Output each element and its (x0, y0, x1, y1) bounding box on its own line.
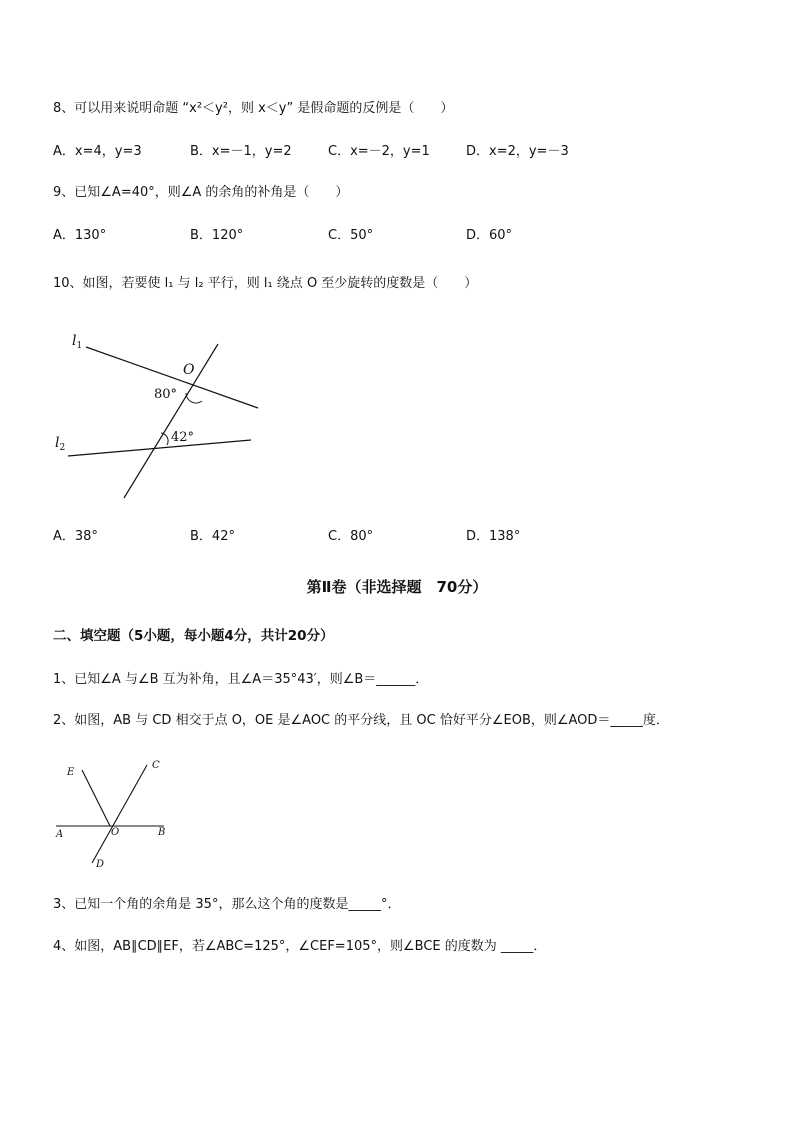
line-cd (92, 765, 147, 863)
q8-option-b: B．x=－1，y=2 (190, 144, 292, 159)
q9-option-c: C．50° (328, 228, 374, 243)
angle-arc-80 (186, 393, 202, 403)
fill-q3: 3、已知一个角的余角是 35°，那么这个角的度数是_____°． (53, 897, 401, 912)
ray-oe (82, 770, 110, 826)
line-l2 (68, 440, 251, 456)
fill-q4: 4、如图，AB∥CD∥EF，若∠ABC=125°，∠CEF=105°，则∠BCE 的度数为 _____． (53, 939, 547, 954)
q10-option-b: B．42° (190, 529, 235, 544)
q2-figure (52, 755, 172, 870)
label-o: O (111, 827, 120, 838)
q8-stem: 8、可以用来说明命题 “x²＜y²，则 x＜y” 是假命题的反例是（ ） (53, 101, 454, 116)
label-d: D (96, 859, 105, 870)
q8-option-a: A．x=4，y=3 (53, 144, 142, 159)
q9-stem: 9、已知∠A=40°，则∠A 的余角的补角是（ ） (53, 185, 349, 200)
label-angle-80: 80° (154, 387, 178, 402)
q10-options (53, 528, 753, 546)
label-l2: $l_2$ (55, 435, 66, 453)
q9-option-a: A．130° (53, 228, 107, 243)
q8-option-c: C．x=－2，y=1 (328, 144, 430, 159)
label-b: B (158, 827, 166, 838)
label-angle-42: 42° (171, 430, 195, 445)
q9-option-d: D．60° (466, 228, 513, 243)
label-c: C (152, 760, 160, 771)
label-point-o: O (183, 362, 195, 378)
transversal-line (124, 344, 218, 498)
q8-option-d: D．x=2，y=－3 (466, 144, 569, 159)
section2-heading: 二、填空题（5小题，每小题4分，共计20分） (53, 628, 334, 644)
label-a: A (56, 829, 64, 840)
q10-option-a: A．38° (53, 529, 98, 544)
q9-option-b: B．120° (190, 228, 244, 243)
part2-title: 第Ⅱ卷（非选择题 70分） (306, 578, 488, 596)
label-e: E (67, 767, 75, 778)
q10-stem: 10、如图，若要使 l₁ 与 l₂ 平行，则 l₁ 绕点 O 至少旋转的度数是（ ） (53, 276, 478, 291)
q10-option-d: D．138° (466, 529, 521, 544)
fill-q1: 1、已知∠A 与∠B 互为补角，且∠A＝35°43′，则∠B＝______． (53, 672, 429, 687)
q10-figure (50, 330, 270, 505)
q9-options (53, 227, 753, 245)
q8-options (53, 143, 753, 161)
label-l1: $l_1$ (72, 333, 83, 351)
fill-q2: 2、如图，AB 与 CD 相交于点 O，OE 是∠AOC 的平分线，且 OC 恰好平分∠EOB，则∠AOD＝_____度． (53, 713, 669, 728)
q10-option-c: C．80° (328, 529, 374, 544)
